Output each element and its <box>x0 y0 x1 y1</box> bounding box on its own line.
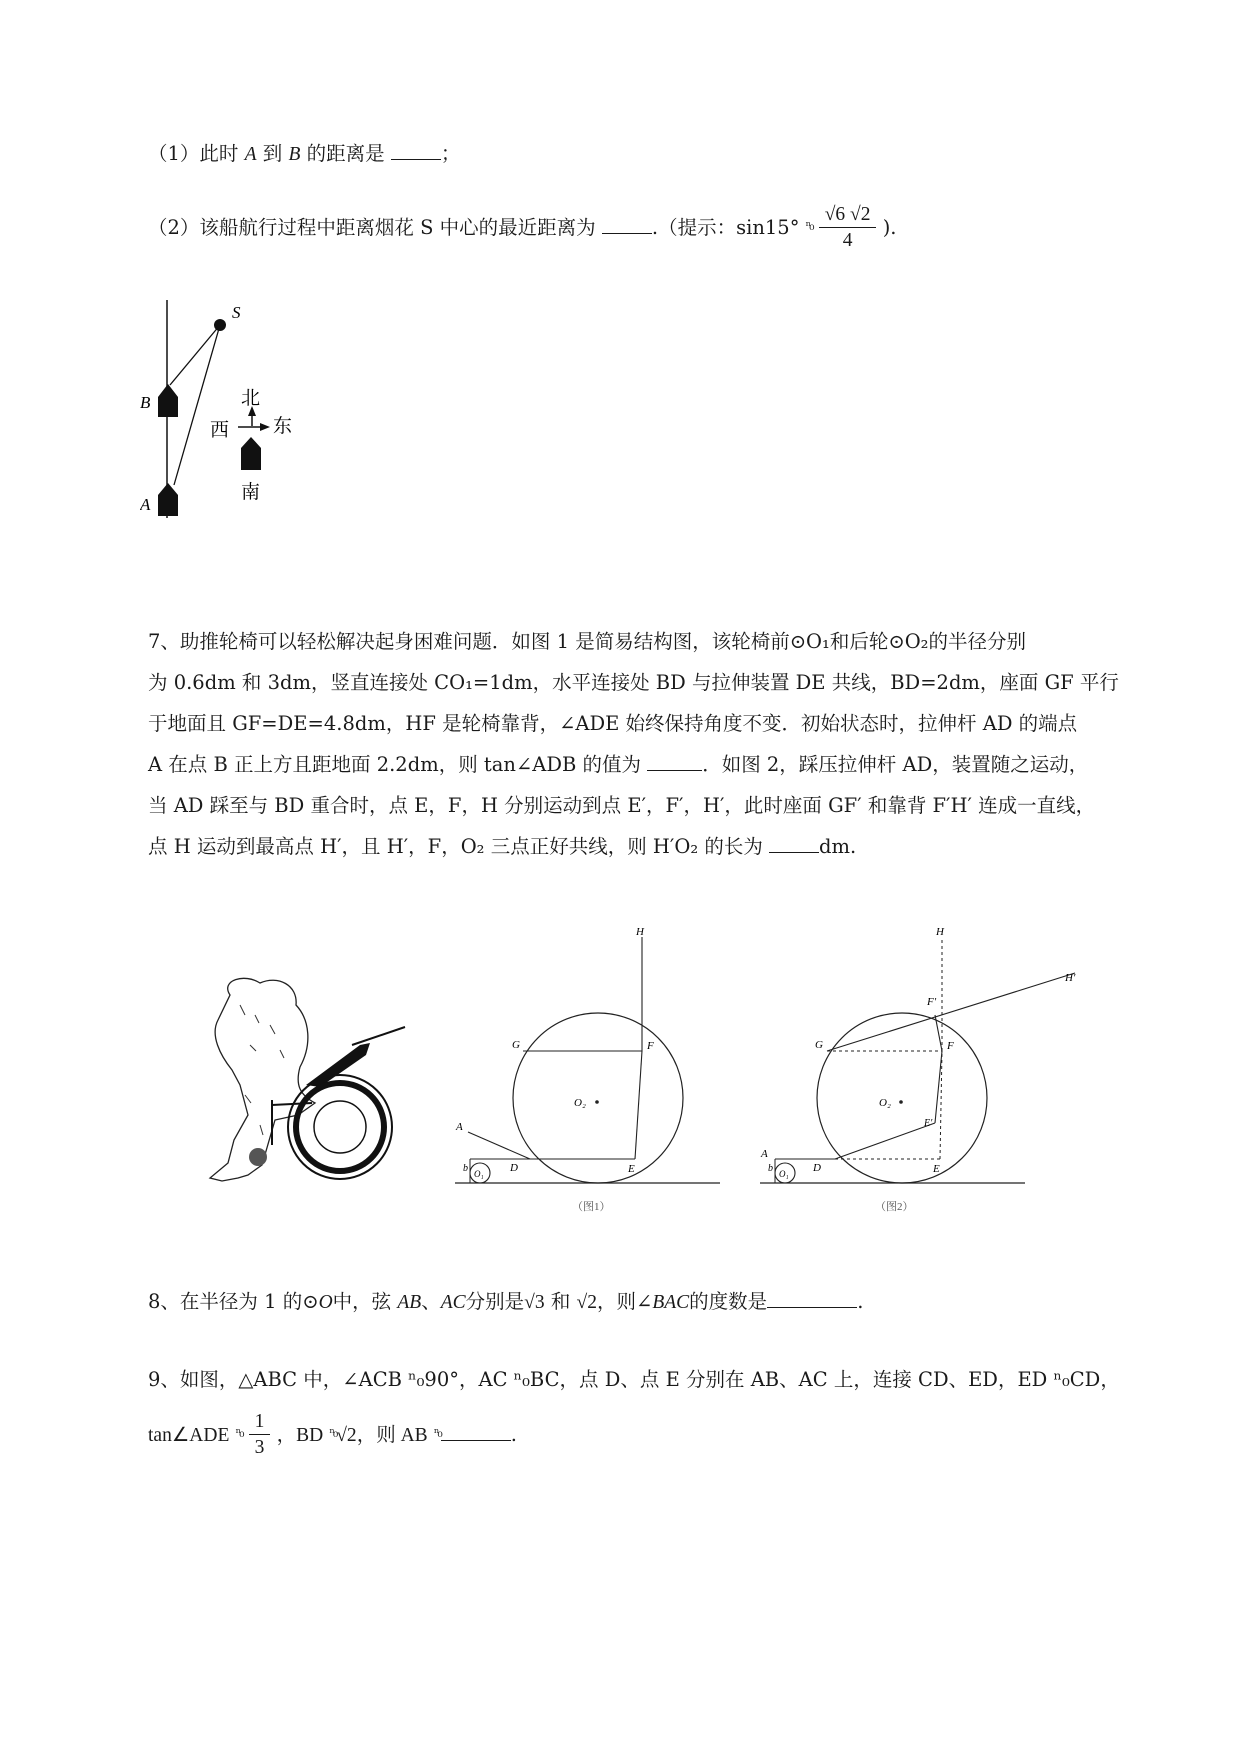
q6-part1-prefix: （1）此时 <box>148 142 239 165</box>
fig2-label-F-prime: F′ <box>927 996 937 1008</box>
q8-and: 和 <box>550 1290 571 1313</box>
q7-line3: 于地面且 GF=DE=4.8dm，HF 是轮椅靠背，∠ADE 始终保持角度不变．初始状态时，拉伸杆 AD 的端点 <box>148 712 1078 735</box>
rear-wheel-O2 <box>513 1013 683 1183</box>
fig1-label-O2: O₂ <box>574 1097 586 1109</box>
answer-blank[interactable] <box>647 752 702 771</box>
q9-fraction <box>249 1410 271 1461</box>
equals-mark: ⁿ₀ <box>805 219 813 234</box>
wheelchair-illustration <box>200 975 425 1190</box>
figure-2 <box>755 925 1085 1215</box>
rear-wheel-O2 <box>817 1013 987 1183</box>
q8-AB: AB <box>397 1292 422 1313</box>
hint-denominator: 4 <box>842 230 853 251</box>
q9-tan: tan∠ADE <box>148 1425 230 1446</box>
q9-frac-num: 1 <box>249 1410 271 1435</box>
fig1-label-E: E <box>628 1163 635 1175</box>
ships-compass-figure <box>140 300 310 525</box>
label-S: S <box>232 303 241 322</box>
segment-EF <box>635 1051 642 1159</box>
q9-frac-den: 3 <box>254 1437 265 1458</box>
rod-AD <box>468 1132 530 1159</box>
segment-F-prime <box>935 1015 942 1051</box>
q9-bd: ，BD <box>276 1425 324 1446</box>
equals-mark: ⁿ₀ <box>235 1426 243 1441</box>
q6-part1 <box>148 140 460 169</box>
fig1-label-G: G <box>512 1039 520 1051</box>
line-AS <box>174 325 220 485</box>
fig2-label-E-prime: E′ <box>924 1118 933 1129</box>
q8-prefix: 8、在半径为 1 的⊙ <box>148 1290 319 1313</box>
ship-icon <box>241 437 261 470</box>
answer-blank[interactable] <box>769 834 819 853</box>
q8-mid3: ，则∠ <box>596 1290 653 1313</box>
q8-AC: AC <box>440 1292 466 1313</box>
q8 <box>148 1288 863 1317</box>
q8-suffix: 的度数是 <box>689 1290 768 1313</box>
equals-mark: ⁿ₀ <box>433 1426 441 1441</box>
label-west: 西 <box>210 420 230 441</box>
q8-sqrt2: √2 <box>576 1292 597 1313</box>
q7-line6a: 点 H 运动到最高点 H′，且 H′，F，O₂ 三点正好共线，则 H′O₂ 的长为 <box>148 835 763 858</box>
rear-wheel-icon <box>288 1075 392 1179</box>
fig1-label-D: D <box>510 1162 518 1174</box>
q8-sqrt3: √3 <box>524 1292 545 1313</box>
label-south: 南 <box>241 482 261 503</box>
q8-O: O <box>318 1292 333 1313</box>
answer-blank[interactable] <box>767 1289 857 1308</box>
q7-line6b: dm. <box>819 835 857 858</box>
q7-line4 <box>148 751 1088 779</box>
q6-part2 <box>148 203 897 254</box>
fig2-label-E: E <box>933 1163 940 1175</box>
label-east: 东 <box>273 416 293 437</box>
east-arrow-icon <box>260 423 270 431</box>
q6-hint-end: ). <box>882 216 897 239</box>
line-BS <box>170 325 220 385</box>
wheelchair-handle <box>352 1027 405 1045</box>
center-O2 <box>899 1100 903 1104</box>
fig2-label-O2: O₂ <box>879 1097 891 1109</box>
hint-fraction <box>819 203 877 254</box>
q7-line6 <box>148 833 856 861</box>
fig2-label-b: b <box>768 1163 773 1174</box>
fig1-label-b: b <box>463 1163 468 1174</box>
q6-part1-suffix: 的距离是 <box>306 142 385 165</box>
fig2-label-G: G <box>815 1039 823 1051</box>
q9-line1: 9、如图，△ABC 中，∠ACB ⁿ₀90°，AC ⁿ₀BC，点 D、点 E 分别在 AB、AC 上，连接 CD、ED，ED ⁿ₀CD， <box>148 1368 1120 1391</box>
fig2-label-O1: O₁ <box>779 1169 789 1179</box>
point-A: A <box>244 144 257 165</box>
rear-wheel-rim <box>296 1083 384 1171</box>
label-A: A <box>140 495 151 514</box>
q9-line2 <box>148 1410 517 1461</box>
figure-1 <box>450 925 730 1215</box>
fig2-caption: （图2） <box>875 1201 914 1213</box>
label-north: 北 <box>241 388 261 409</box>
point-B: B <box>288 144 301 165</box>
answer-blank[interactable] <box>602 215 652 234</box>
q7-line1: 7、助推轮椅可以轻松解决起身困难问题．如图 1 是简易结构图，该轮椅前⊙O₁和后轮⊙O₂的半径分别 <box>148 630 1026 653</box>
center-O2 <box>595 1100 599 1104</box>
firework-center-S <box>214 319 226 331</box>
fig2-label-A: A <box>761 1148 768 1160</box>
label-B: B <box>140 393 151 412</box>
fig2-label-D: D <box>813 1162 821 1174</box>
q6-part1-end: ； <box>440 142 461 165</box>
fig1-label-O1: O₁ <box>474 1169 484 1179</box>
fig1-caption: （图1） <box>572 1201 611 1213</box>
hint-numerator: √6 √2 <box>819 203 877 228</box>
equals-mark: ⁿ₀ <box>329 1426 337 1441</box>
front-caster-icon <box>249 1148 267 1166</box>
q9-bd-val: √2 <box>336 1425 357 1446</box>
ship-A <box>158 483 178 516</box>
q9-end: . <box>510 1423 517 1446</box>
fig2-label-H: H <box>936 926 944 938</box>
fig2-label-F: F <box>947 1040 954 1052</box>
q7-line4b: ．如图 2，踩压拉伸杆 AD，装置随之运动， <box>702 753 1089 776</box>
fig2-label-H-prime: H′ <box>1065 972 1076 984</box>
fig1-label-A: A <box>456 1121 463 1133</box>
q7-line2: 为 0.6dm 和 3dm，竖直连接处 CO₁=1dm，水平连接处 BD 与拉伸装置 DE 共线，BD=2dm，座面 GF 平行 <box>148 671 1119 694</box>
q8-mid: 中，弦 <box>332 1290 392 1313</box>
ship-B <box>158 384 178 417</box>
segment-DE-prime <box>835 1123 935 1159</box>
answer-blank[interactable] <box>441 1422 511 1441</box>
answer-blank[interactable] <box>391 141 441 160</box>
q7-line4a: A 在点 B 正上方且距地面 2.2dm，则 tan∠ADB 的值为 <box>148 753 641 776</box>
q8-BAC: BAC <box>652 1292 690 1313</box>
fig1-label-H: H <box>636 926 644 938</box>
rear-wheel-hub <box>314 1101 366 1153</box>
q7-line5: 当 AD 踩至与 BD 重合时，点 E，F，H 分别运动到点 E′，F′，H′，此时座面 GF′ 和靠背 F′H′ 连成一直线， <box>148 794 1096 817</box>
fig1-label-F: F <box>647 1040 654 1052</box>
q8-sep: 、 <box>421 1290 441 1313</box>
q9-ab: ，则 AB <box>356 1425 428 1446</box>
q6-hint: .（提示：sin15° <box>651 216 800 239</box>
q6-part1-mid: 到 <box>262 142 283 165</box>
q6-part2-text: （2）该船航行过程中距离烟花 S 中心的最近距离为 <box>148 216 596 239</box>
q8-mid2: 分别是 <box>465 1290 525 1313</box>
q8-end: . <box>857 1290 864 1313</box>
